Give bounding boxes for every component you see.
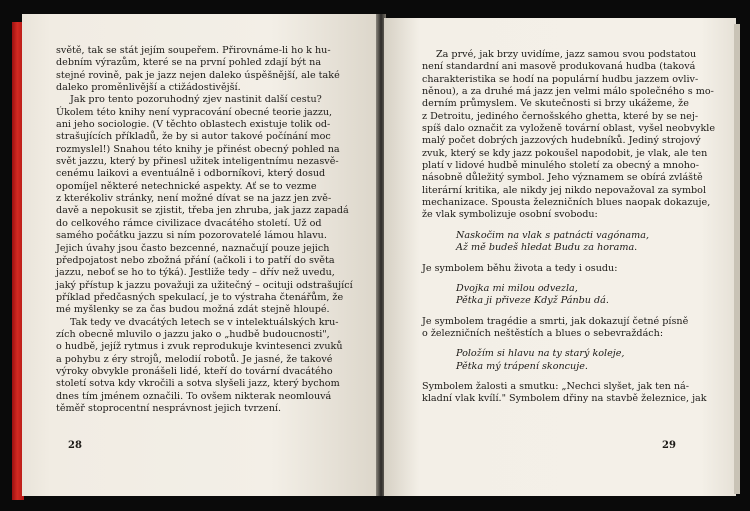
text-line: a pohybu z éry strojů, melodií robotů. Je jasné, že takové: [56, 353, 333, 365]
text-line: daleko proměnlivější a ctižádostivější.: [56, 82, 241, 94]
text-line: světě, tak se stát jejím soupeřem. Přirovnáme-li ho k hu-: [56, 45, 331, 56]
text-line: dnes tím jménem označili. To ovšem nikterak neomlouvá: [56, 390, 332, 402]
verse-quote: [456, 230, 726, 255]
text-line: Symbolem žalosti a smutku: „Nechci slyšet, jak ten ná-: [422, 380, 690, 392]
text-line: jazzu, neboť se ho to týká). Jestliže tedy – dřív než uvedu,: [56, 267, 335, 279]
text-line: platí v lidové hudbě minulého století za obecný a mnoho-: [422, 160, 699, 172]
text-line: malý počet dobrých jazzových hudebníků. Jediný strojový: [422, 135, 701, 147]
text-line: ani jeho sociologie. (V těchto oblastech existuje tolik od-: [56, 119, 331, 131]
text-line: není standardní ani masově produkovaná hudba (taková: [422, 61, 696, 73]
text-line: spíš dalo označit za vyloženě tovární oblast, vyšel neobvykle: [422, 123, 716, 135]
text-line: samého počátku jazzu si ním pozorovatelé lámou hlavu.: [56, 230, 327, 242]
verse-line: Naskočim na vlak s patnácti vagónama,: [456, 229, 649, 241]
text-line: Jejich úvahy jsou často bezcenné, naznačují pouze jejich: [56, 242, 330, 254]
text-line: Je symbolem běhu života a tedy i osudu:: [422, 262, 618, 274]
text-line: zích obecně mluvilo o jazzu jako o „hudbě budoucnosti",: [56, 328, 330, 340]
text-line: jaký přístup k jazzu považuji za užitečný – ocituji odstrašující: [56, 279, 353, 291]
text-line: století sotva kdy vkročili a sotva slyšeli jazz, který bychom: [56, 378, 340, 390]
text-line: davě a nepokusit se zjistit, třeba jen zhruba, jak jazz zapadá: [56, 205, 349, 217]
text-line: z Detroitu, jediného černošského ghetta, které by se nej-: [422, 110, 699, 122]
verse-line: Až mě budeš hledat Budu za horama.: [456, 242, 638, 254]
verse-line: Pětka ji přiveze Když Pánbu dá.: [456, 295, 609, 307]
text-line: literární kritika, ale nikdy jej nikdo nepovažoval za symbol: [422, 184, 707, 196]
text-line: něnou), a za druhé má jazz jen velmi málo společného s mo-: [422, 86, 714, 98]
text-line: derním průmyslem. Ve skutečnosti si brzy ukážeme, že: [422, 98, 689, 110]
text-line: Za prvé, jak brzy uvidíme, jazz samou svou podstatou: [436, 49, 697, 60]
text-line: výroky obvykle pronášeli lidé, kteří do tovární dvacátého: [56, 365, 333, 377]
text-line: těměř stoprocentní nesprávnost jejich tvrzení.: [56, 402, 281, 414]
verse-line: Položím si hlavu na ty starý koleje,: [456, 348, 625, 360]
text-line: příklad předčasných spekulací, je to výstraha čtenářům, že: [56, 291, 344, 303]
text-line: do celkového rámce civilizace dvacátého století. Už od: [56, 217, 322, 229]
page-number-right: 29: [662, 440, 676, 451]
text-line: mechanizace. Spousta železničních blues naopak dokazuje,: [422, 197, 711, 209]
text-line: předpojatost nebo zbožná přání (ačkoli i to patří do světa: [56, 254, 335, 266]
text-line: cenému laikovi a eventuálně i odborníkovi, který dosud: [56, 168, 326, 180]
text-line: o hudbě, jejíž rytmus i zvuk reprodukuje kvintesenci zvuků: [56, 341, 343, 353]
right-page-text: [422, 49, 726, 406]
text-line: z kterékoliv stránky, není možné dívat se na jazz jen zvě-: [56, 193, 332, 205]
text-line: násobně důležitý symbol. Jeho významem se obírá zvláště: [422, 172, 703, 184]
text-line: Jak pro tento pozoruhodný zjev nastinit další cestu?: [70, 94, 322, 106]
page-number-left: 28: [68, 440, 82, 451]
text-line: zvuk, který se kdy jazz pokoušel napodobit, je vlak, ale ten: [422, 147, 708, 159]
text-line: strašujících příkladů, že by si autor takové počínání moc: [56, 131, 331, 143]
text-line: Tak tedy ve dvacátých letech se v intelektuálských kru-: [70, 316, 339, 328]
text-line: stejné rovině, pak je jazz nejen daleko úspěšnější, ale také: [56, 69, 340, 81]
text-line: rozmyslel!) Snahou této knihy je přinést obecný pohled na: [56, 143, 340, 155]
verse-quote: [456, 283, 726, 308]
verse-line: Pětka mý trápení skoncuje.: [456, 360, 588, 372]
verse-line: Dvojka mi milou odvezla,: [456, 282, 578, 294]
text-line: svět jazzu, který by přinesl užitek inteligentnímu nezasvě-: [56, 156, 339, 168]
text-line: opomíjel některé netechnické aspekty. Ať se to vezme: [56, 180, 317, 192]
text-line: charakteristika se hodí na populární hudbu jazzem ovliv-: [422, 73, 699, 85]
text-line: Je symbolem tragédie a smrti, jak dokazují četné písně: [422, 315, 689, 327]
page-edges: [734, 24, 740, 494]
text-line: o železničních neštěstích a blues o sebevraždách:: [422, 327, 664, 339]
left-page-text: [56, 45, 353, 415]
verse-quote: [456, 348, 726, 373]
text-line: mé myšlenky se za čas budou možná zdát stejně hloupé.: [56, 304, 330, 316]
text-line: že vlak symbolizuje osobní svobodu:: [422, 209, 598, 221]
text-line: Úkolem této knihy není vypracování obecné teorie jazzu,: [56, 106, 333, 118]
text-line: debním výrazům, které se na první pohled zdají být na: [56, 57, 322, 69]
text-line: kladní vlak kvílí." Symbolem dřiny na stavbě železnice, jak: [422, 393, 707, 405]
